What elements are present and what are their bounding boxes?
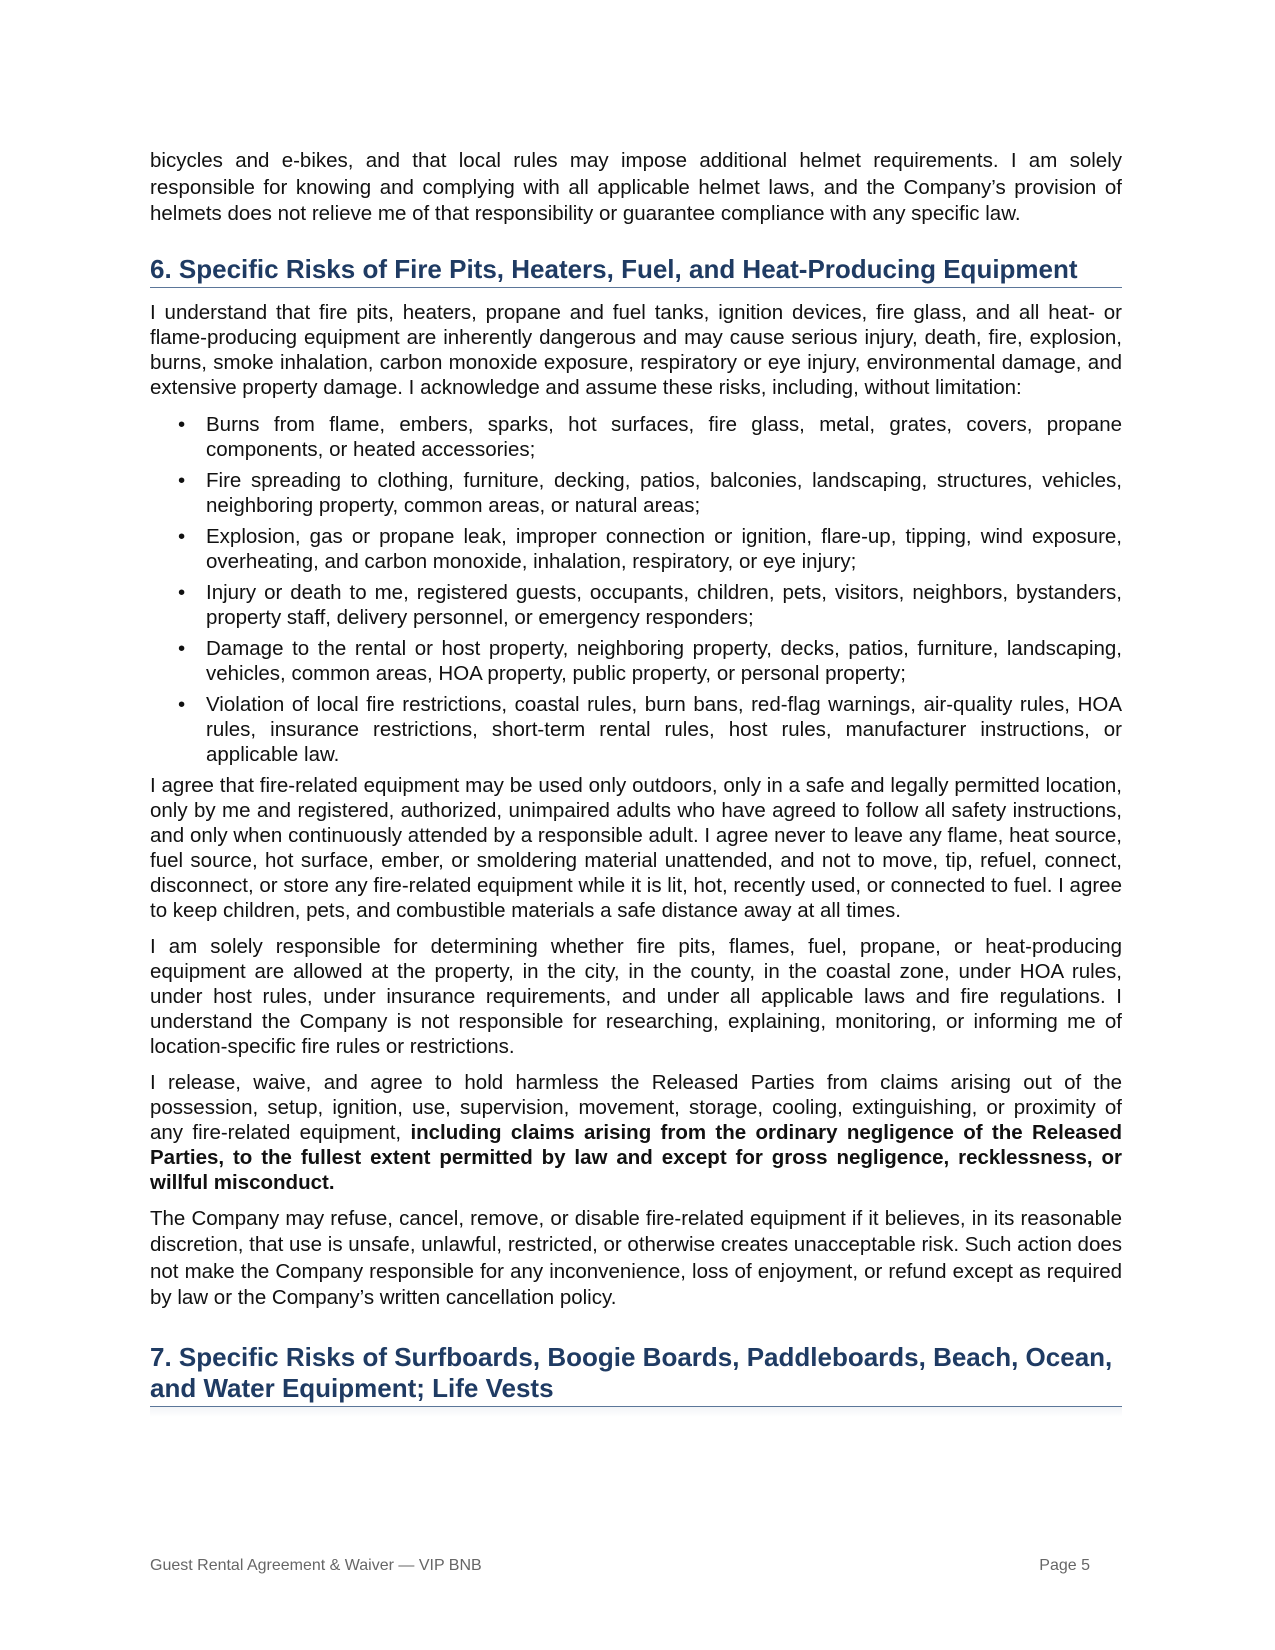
list-item	[178, 524, 1122, 574]
list-item	[178, 580, 1122, 630]
bullet-icon: •	[178, 692, 186, 716]
list-item	[178, 468, 1122, 518]
list-item-text: Fire spreading to clothing, furniture, decking, patios, balconies, landscaping, structures, vehicles, neighboring property, common areas, or natural areas;	[206, 468, 1122, 517]
release-bold-text: including claims arising from the ordinary negligence of the Released Parties, to the fullest extent permitted by law and except for gross negligence, recklessness, or willful misconduct.	[150, 1120, 1122, 1194]
list-item	[178, 636, 1122, 686]
list-item-text: Damage to the rental or host property, neighboring property, decks, patios, furniture, landscaping, vehicles, common areas, HOA property, public property, or personal property;	[206, 636, 1122, 685]
fire-responsibility-paragraph: I am solely responsible for determining whether fire pits, flames, fuel, propane, or heat-producing equipment are allowed at the property, in the city, in the county, in the coastal zone, under HOA rules, under host rules, under insurance requirements, and under all applicable laws and fire regulations. I understand the Company is not responsible for researching, explaining, monitoring, or informing me of location-specific fire rules or restrictions.	[150, 934, 1122, 1058]
bullet-icon: •	[178, 412, 186, 436]
heading-divider-shadow	[150, 1407, 1122, 1417]
document-page	[150, 148, 1122, 1417]
list-item-text: Explosion, gas or propane leak, improper connection or ignition, flare-up, tipping, wind exposure, overheating, and carbon monoxide, inhalation, respiratory, or eye injury;	[206, 524, 1122, 573]
fire-use-paragraph: I agree that fire-related equipment may be used only outdoors, only in a safe and legally permitted location, only by me and registered, authorized, unimpaired adults who have agreed to follow all safety instructions, and only when continuously attended by a responsible adult. I agree never to leave any flame, heat source, fuel source, hot surface, ember, or smoldering material unattended, and not to move, tip, refuel, connect, disconnect, or store any fire-related equipment while it is lit, hot, recently used, or connected to fuel. I agree to keep children, pets, and combustible materials a safe distance away at all times.	[150, 773, 1122, 922]
list-item	[178, 692, 1122, 767]
section-6-heading: 6. Specific Risks of Fire Pits, Heaters, Fuel, and Heat-Producing Equipment	[150, 254, 1122, 288]
list-item-text: Injury or death to me, registered guests, occupants, children, pets, visitors, neighbors, bystanders, property staff, delivery personnel, or emergency responders;	[206, 580, 1122, 629]
fire-release-paragraph	[150, 1070, 1122, 1195]
list-item-text: Burns from flame, embers, sparks, hot surfaces, fire glass, metal, grates, covers, propane components, or heated accessories;	[206, 412, 1122, 461]
list-item	[178, 412, 1122, 462]
section-6-lead-paragraph: I understand that fire pits, heaters, propane and fuel tanks, ignition devices, fire glass, and all heat- or flame-producing equipment are inherently dangerous and may cause serious injury, death, fire, explosion, burns, smoke inhalation, carbon monoxide exposure, respiratory or eye injury, environmental damage, and extensive property damage. I acknowledge and assume these risks, including, without limitation:	[150, 300, 1122, 399]
list-item-text: Violation of local fire restrictions, coastal rules, burn bans, red-flag warnings, air-quality rules, HOA rules, insurance restrictions, short-term rental rules, host rules, manufacturer instructions, or applicable law.	[206, 692, 1122, 766]
bullet-icon: •	[178, 524, 186, 548]
fire-refusal-paragraph: The Company may refuse, cancel, remove, or disable fire-related equipment if it believes, in its reasonable discretion, that use is unsafe, unlawful, restricted, or otherwise creates unacceptable risk. Such action does not make the Company responsible for any inconvenience, loss of enjoyment, or refund except as required by law or the Company’s written cancellation policy.	[150, 1206, 1122, 1309]
footer-page-number: Page 5	[1039, 1557, 1090, 1574]
fire-risk-list	[150, 412, 1122, 767]
section-7-heading: 7. Specific Risks of Surfboards, Boogie Boards, Paddleboards, Beach, Ocean, and Water Equipment; Life Vests	[150, 1342, 1122, 1407]
release-text: I release, waive, and agree to hold harmless the Released Parties from claims arising out of the possession, setup, ignition, use, supervision, movement, storage, cooling, extinguishing, or proximity of any fire-related equipment,	[150, 1070, 1122, 1144]
bullet-icon: •	[178, 468, 186, 492]
bullet-icon: •	[178, 580, 186, 604]
footer-document-title: Guest Rental Agreement & Waiver — VIP BNB	[150, 1557, 482, 1574]
bullet-icon: •	[178, 636, 186, 660]
intro-paragraph: bicycles and e-bikes, and that local rules may impose additional helmet requirements. I am solely responsible for knowing and complying with all applicable helmet laws, and the Company’s provision of helmets does not relieve me of that responsibility or guarantee compliance with any specific law.	[150, 149, 1122, 225]
